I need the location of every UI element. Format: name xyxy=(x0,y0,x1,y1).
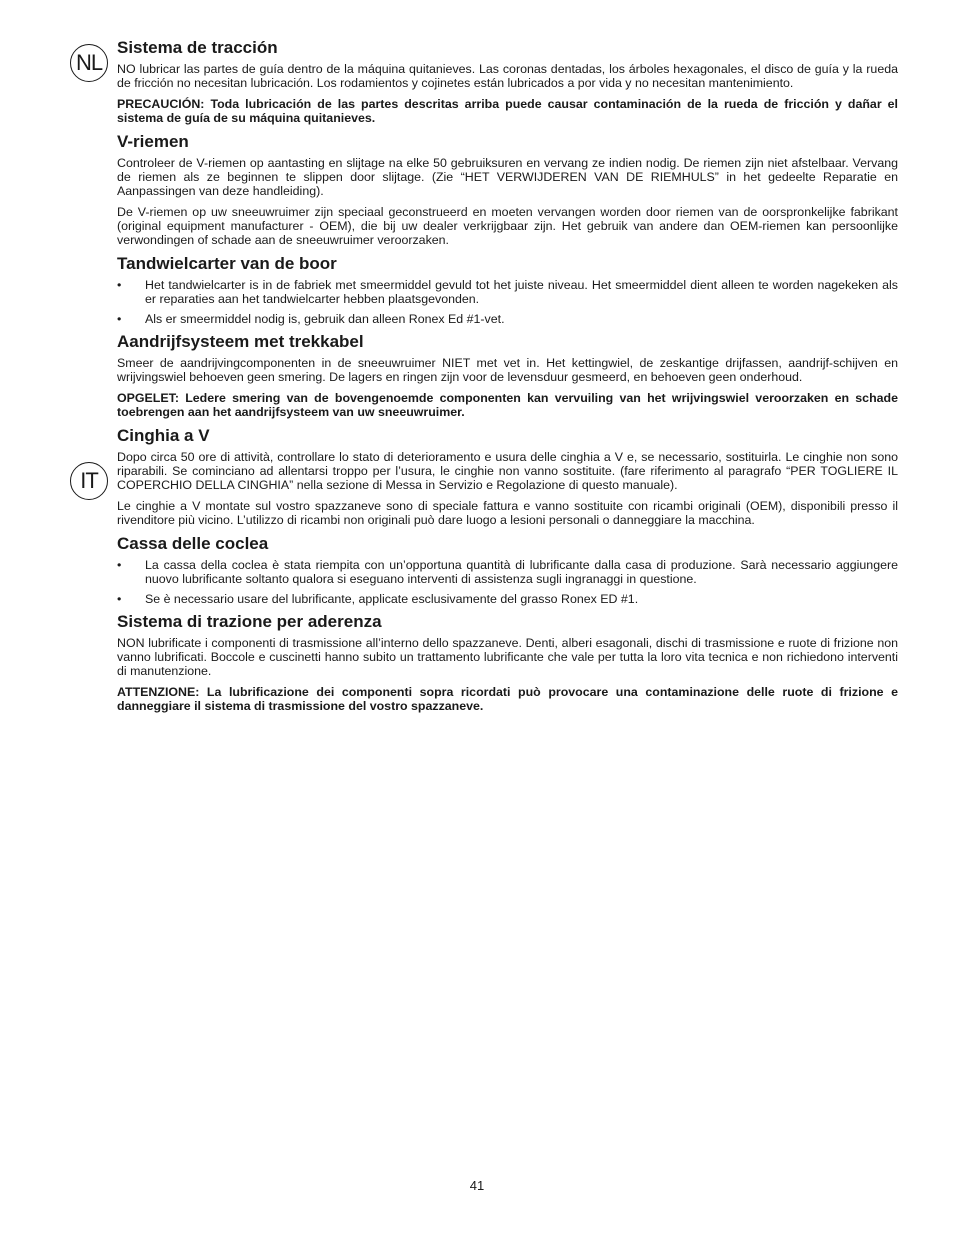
bullet-list xyxy=(117,558,898,606)
paragraph: Dopo circa 50 ore di attività, controllare lo stato di deterioramento e usura delle cinghia a V e, se necessario, sostituirla. Le cinghie non sono riparabili. Se cominciano ad allentarsi troppo per l’usura, le cinghie non vanno sostituite. (fare riferimento al paragrafo “PER TOGLIERE IL COPERCHIO DELLA CINGHIA” nella sezione di Messa in Servizio e Regolazione di questo manuale). xyxy=(117,450,898,492)
caution-paragraph: PRECAUCIÓN: Toda lubricación de las partes descritas arriba puede causar contaminación de la rueda de fricción y dañar el sistema de guía de su máquina quitanieves. xyxy=(117,97,898,125)
list-item-text: Het tandwielcarter is in de fabriek met smeermiddel gevuld tot het juiste niveau. Het smeermiddel dient alleen te worden nagekeken als er reparaties aan het tandwielcarter hebben plaatsgevonden. xyxy=(145,278,898,306)
language-badge-nl: NL xyxy=(70,44,108,82)
section-cinghia-a-v xyxy=(117,426,898,527)
section-tandwielcarter xyxy=(117,254,898,326)
section-title: V-riemen xyxy=(117,132,189,151)
list-item xyxy=(117,278,898,306)
bullet-glyph: • xyxy=(117,278,122,292)
language-badge-it: IT xyxy=(70,462,108,500)
section-title: Aandrijfsysteem met trekkabel xyxy=(117,332,364,351)
section-aandrijfsysteem xyxy=(117,332,898,419)
section-title: Sistema de tracción xyxy=(117,38,278,57)
section-title: Cinghia a V xyxy=(117,426,210,445)
list-item xyxy=(117,312,898,326)
bullet-glyph: • xyxy=(117,592,122,606)
caution-paragraph: OPGELET: Ledere smering van de bovengenoemde componenten kan vervuiling van het wrijvingswiel veroorzaken en schade toebrengen aan het aandrijfsysteem van uw sneeuwruimer. xyxy=(117,391,898,419)
section-sistema-de-traccion xyxy=(117,38,898,125)
paragraph: Le cinghie a V montate sul vostro spazzaneve sono di speciale fattura e vanno sostituite con ricambi originali (OEM), disponibili presso il rivenditore più vicino. L’utilizzo di ricambi non originali può dare luogo a lesioni personali o danneggiare la macchina. xyxy=(117,499,898,527)
bullet-glyph: • xyxy=(117,558,122,572)
list-item xyxy=(117,592,898,606)
paragraph: NO lubricar las partes de guía dentro de la máquina quitanieves. Las coronas dentadas, los árboles hexagonales, el disco de guía y la rueda de fricción no necesitan lubricación. Los rodamientos y cojinetes están lubricados a por vida y no necesitan mantenimiento. xyxy=(117,62,898,90)
paragraph: Controleer de V-riemen op aantasting en slijtage na elke 50 gebruiksuren en vervang ze indien nodig. De riemen zijn niet afstelbaar. Vervang de riemen als ze beginnen te slippen door slijtage. (Zie “HET VERWIJDEREN VAN DE RIEMHULS” in het gedeelte Reparatie en Aanpassingen van deze handleiding). xyxy=(117,156,898,198)
list-item-text: La cassa della coclea è stata riempita con un’opportuna quantità di lubrificante dalla casa di produzione. Sarà necessario aggiungere nuovo lubrificante soltanto qualora si eseguano interventi di assistenza sugli ingranaggi in questione. xyxy=(145,558,898,586)
section-title: Cassa delle coclea xyxy=(117,534,269,553)
paragraph: Smeer de aandrijvingcomponenten in de sneeuwruimer NIET met vet in. Het kettingwiel, de zeskantige drijfassen, aandrijf-schijven en wrijvingswiel behoeven geen smering. De lagers en ringen zijn voor de levensduur gesmeerd, en behoeven geen onderhoud. xyxy=(117,356,898,384)
list-item-text: Se è necessario usare del lubrificante, applicate esclusivamente del grasso Ronex ED #1. xyxy=(145,592,639,606)
caution-paragraph: ATTENZIONE: La lubrificazione dei componenti sopra ricordati può provocare una contaminazione delle ruote di frizione e danneggiare il sistema di trasmissione del vostro spazzaneve. xyxy=(117,685,898,713)
bullet-list xyxy=(117,278,898,326)
paragraph: NON lubrificate i componenti di trasmissione all’interno dello spazzaneve. Denti, alberi esagonali, dischi di trasmissione e ruote di frizione non vanno lubrificati. Boccole e cuscinetti hanno subito un trattamento lubrificante che vale per tutta la loro vita tecnica e non richiedono interventi di manutenzione. xyxy=(117,636,898,678)
section-title: Tandwielcarter van de boor xyxy=(117,254,337,273)
bullet-glyph: • xyxy=(117,312,122,326)
page-number: 41 xyxy=(469,1178,485,1193)
page-content xyxy=(117,38,898,720)
section-sistema-di-trazione xyxy=(117,612,898,713)
list-item-text: Als er smeermiddel nodig is, gebruik dan alleen Ronex Ed #1-vet. xyxy=(145,312,505,326)
section-title: Sistema di trazione per aderenza xyxy=(117,612,382,631)
section-v-riemen xyxy=(117,132,898,247)
section-cassa-delle-coclea xyxy=(117,534,898,606)
list-item xyxy=(117,558,898,586)
paragraph: De V-riemen op uw sneeuwruimer zijn speciaal geconstrueerd en moeten vervangen worden door riemen van de oorspronkelijke fabrikant (original equipment manufacturer - OEM), die bij uw dealer verkrijgbaar zijn. Het gebruik van andere dan OEM-riemen kan persoonlijke verwondingen of schade aan de sneeuwruimer veroorzaken. xyxy=(117,205,898,247)
